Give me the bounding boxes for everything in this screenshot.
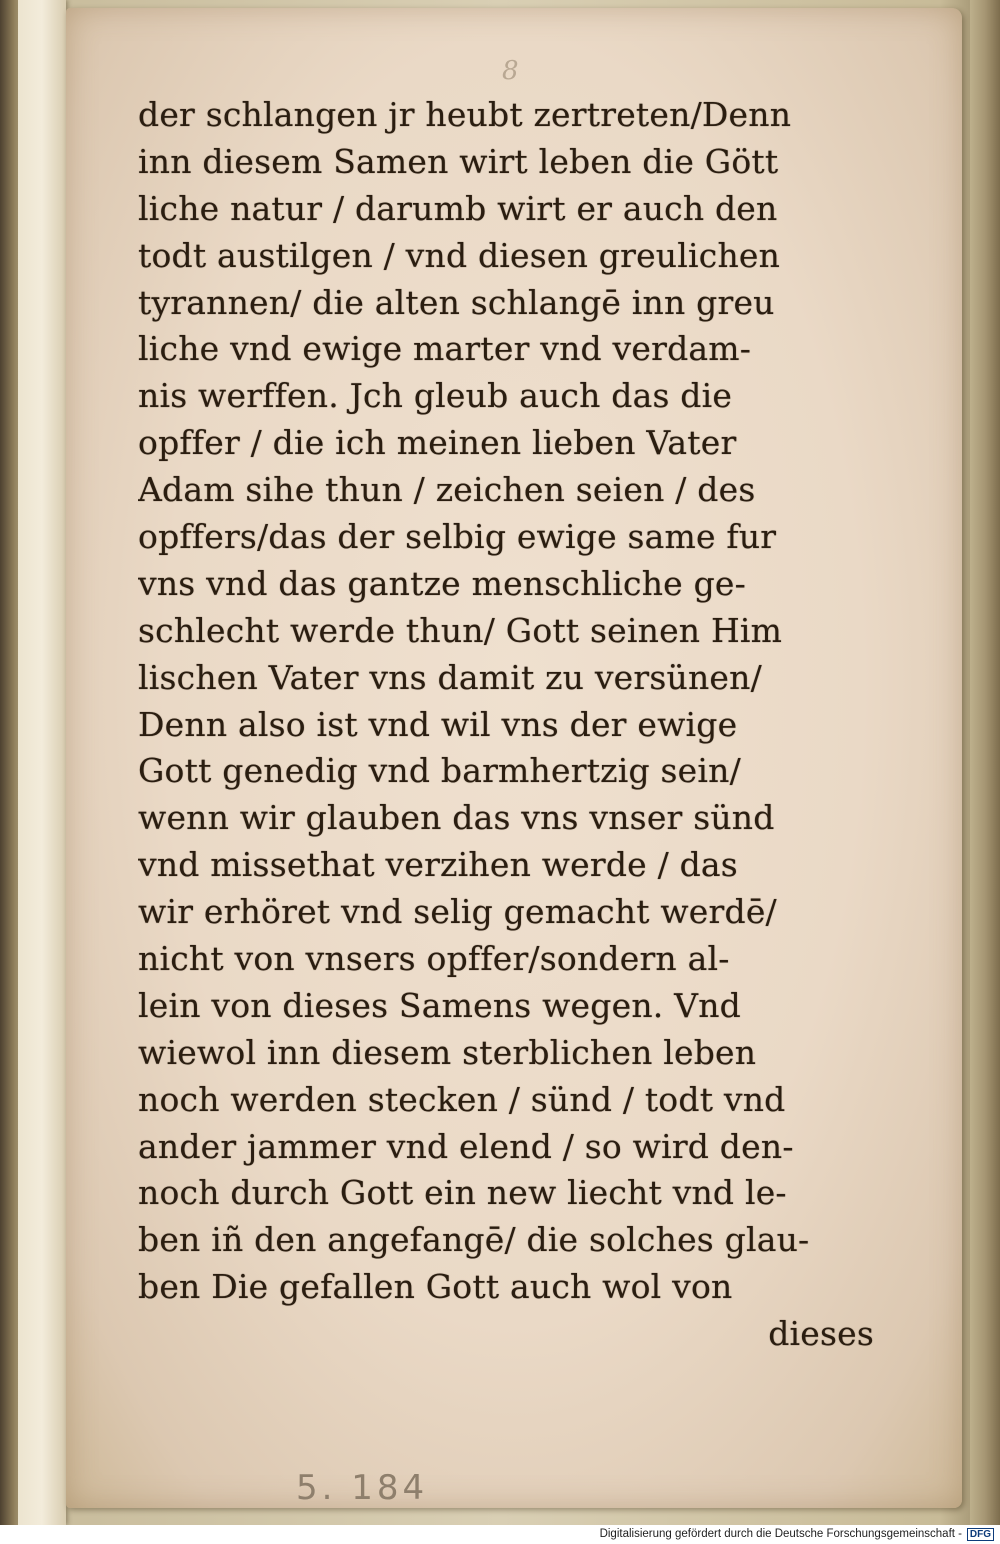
text-line: liche vnd ewige marter vnd verdam- [138, 329, 752, 369]
text-line: wiewol inn diesem sterblichen leben [138, 1032, 757, 1072]
text-line: ander jammer vnd elend / so wird den- [138, 1126, 794, 1166]
dfg-logo-icon: DFG [967, 1528, 994, 1541]
text-line: wir erhöret vnd selig gemacht werdē/ [138, 892, 777, 932]
text-line: Adam sihe thun / zeichen seien / des [138, 470, 756, 510]
text-line: noch durch Gott ein new liecht vnd le- [138, 1173, 787, 1213]
text-line: lischen Vater vns damit zu versünen/ [138, 657, 762, 697]
book-cover-right-edge [970, 0, 1000, 1525]
binding-strip [18, 0, 66, 1525]
text-line: vnd missethat verzihen werde / das [138, 845, 738, 885]
digitization-footer [0, 1525, 1000, 1544]
text-line: Denn also ist vnd wil vns der ewige [138, 704, 738, 744]
text-line: nis werffen. Jch gleub auch das die [138, 376, 733, 416]
catchword: dieses [768, 1314, 874, 1354]
text-line: noch werden stecken / sünd / todt vnd [138, 1079, 786, 1119]
pencil-shelf-mark: 5. 184 [296, 1468, 429, 1508]
text-line: ben iñ den angefangē/ die solches glau- [138, 1220, 810, 1260]
text-line: der schlangen jr heubt zertreten/Denn [138, 95, 792, 134]
text-line: ben Die gefallen Gott auch wol von [138, 1267, 733, 1307]
funding-note: Digitalisierung gefördert durch die Deutsche Forschungsgemeinschaft - [599, 1528, 962, 1540]
pencil-page-number: 8 [502, 56, 519, 86]
paper-leaf [66, 8, 962, 1508]
text-line: schlecht werde thun/ Gott seinen Him [138, 610, 783, 650]
text-line: Gott genedig vnd barmhertzig sein/ [138, 751, 741, 791]
text-line: vns vnd das gantze menschliche ge- [138, 563, 746, 603]
text-line: opffer / die ich meinen lieben Vater [138, 423, 737, 463]
text-line: lein von dieses Samens wegen. Vnd [138, 985, 741, 1025]
text-line: nicht von vnsers opffer/sondern al- [138, 939, 730, 979]
text-line: wenn wir glauben das vns vnser sünd [138, 798, 775, 838]
blackletter-text-block [138, 92, 878, 1358]
text-line: tyrannen/ die alten schlangē inn greu [138, 282, 775, 322]
text-line: todt austilgen / vnd diesen greulichen [138, 235, 781, 275]
text-line: opffers/das der selbig ewige same fur [138, 517, 777, 557]
text-line: liche natur / darumb wirt er auch den [138, 188, 778, 228]
text-line: inn diesem Samen wirt leben die Gött [138, 141, 779, 181]
